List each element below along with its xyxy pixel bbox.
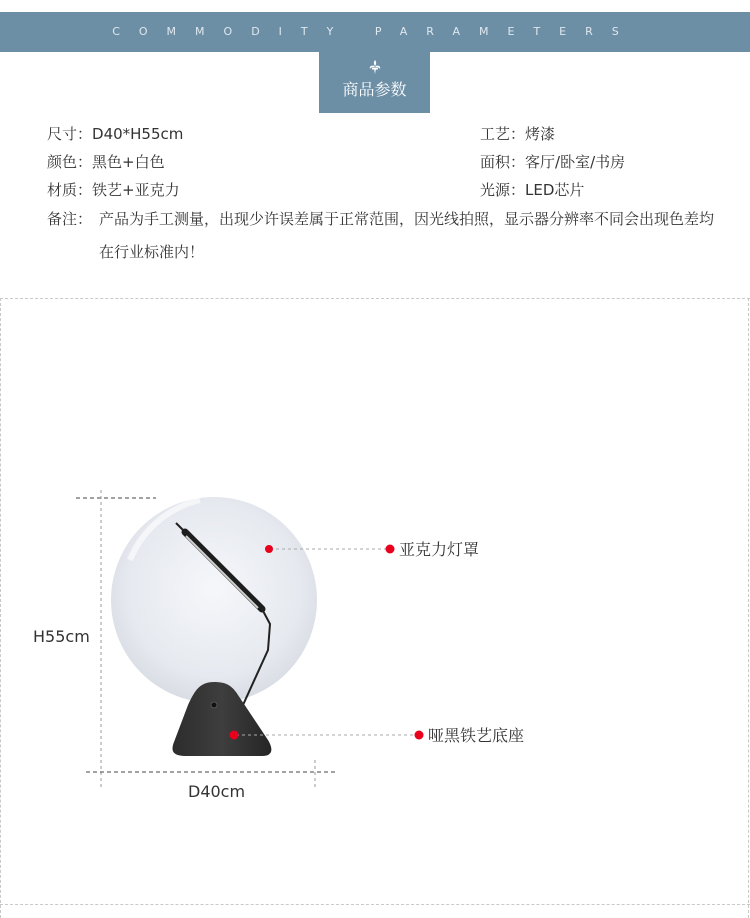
base-marker-outer — [415, 731, 424, 740]
param-light-value: LED芯片 — [525, 181, 585, 199]
param-craft-value: 烤漆 — [525, 125, 556, 143]
param-note-value: 产品为手工测量，出现少许误差属于正常范围，因光线拍照，显示器分辨率不同会出现色差均在行业标准内！ — [99, 210, 715, 261]
shade-callout-label: 亚克力灯罩 — [399, 540, 480, 559]
param-note-label: 备注： — [47, 210, 93, 228]
param-light-label: 光源： — [480, 181, 526, 199]
param-area-label: 面积： — [480, 153, 526, 171]
section-title: 商品参数 — [342, 80, 407, 99]
height-dimension-label: H55cm — [33, 627, 90, 646]
switch-knob — [211, 702, 217, 708]
shade-marker-inner — [265, 545, 273, 553]
param-material-label: 材质： — [47, 181, 93, 199]
param-craft-label: 工艺： — [480, 125, 526, 143]
base-callout-label: 哑黑铁艺底座 — [428, 726, 525, 745]
param-color-label: 颜色： — [47, 153, 93, 171]
banner-title: COMMODITY PARAMETERS — [112, 25, 638, 38]
width-dimension-label: D40cm — [188, 782, 246, 801]
shade-marker-outer — [386, 545, 395, 554]
param-size-value: D40*H55cm — [92, 125, 184, 143]
param-size-label: 尺寸： — [47, 125, 93, 143]
param-color-value: 黑色+白色 — [92, 153, 165, 171]
param-material-value: 铁艺+亚克力 — [92, 181, 180, 199]
base-marker-inner — [230, 731, 239, 740]
param-area-value: 客厅/卧室/书房 — [525, 153, 626, 171]
acrylic-shade — [111, 497, 317, 703]
